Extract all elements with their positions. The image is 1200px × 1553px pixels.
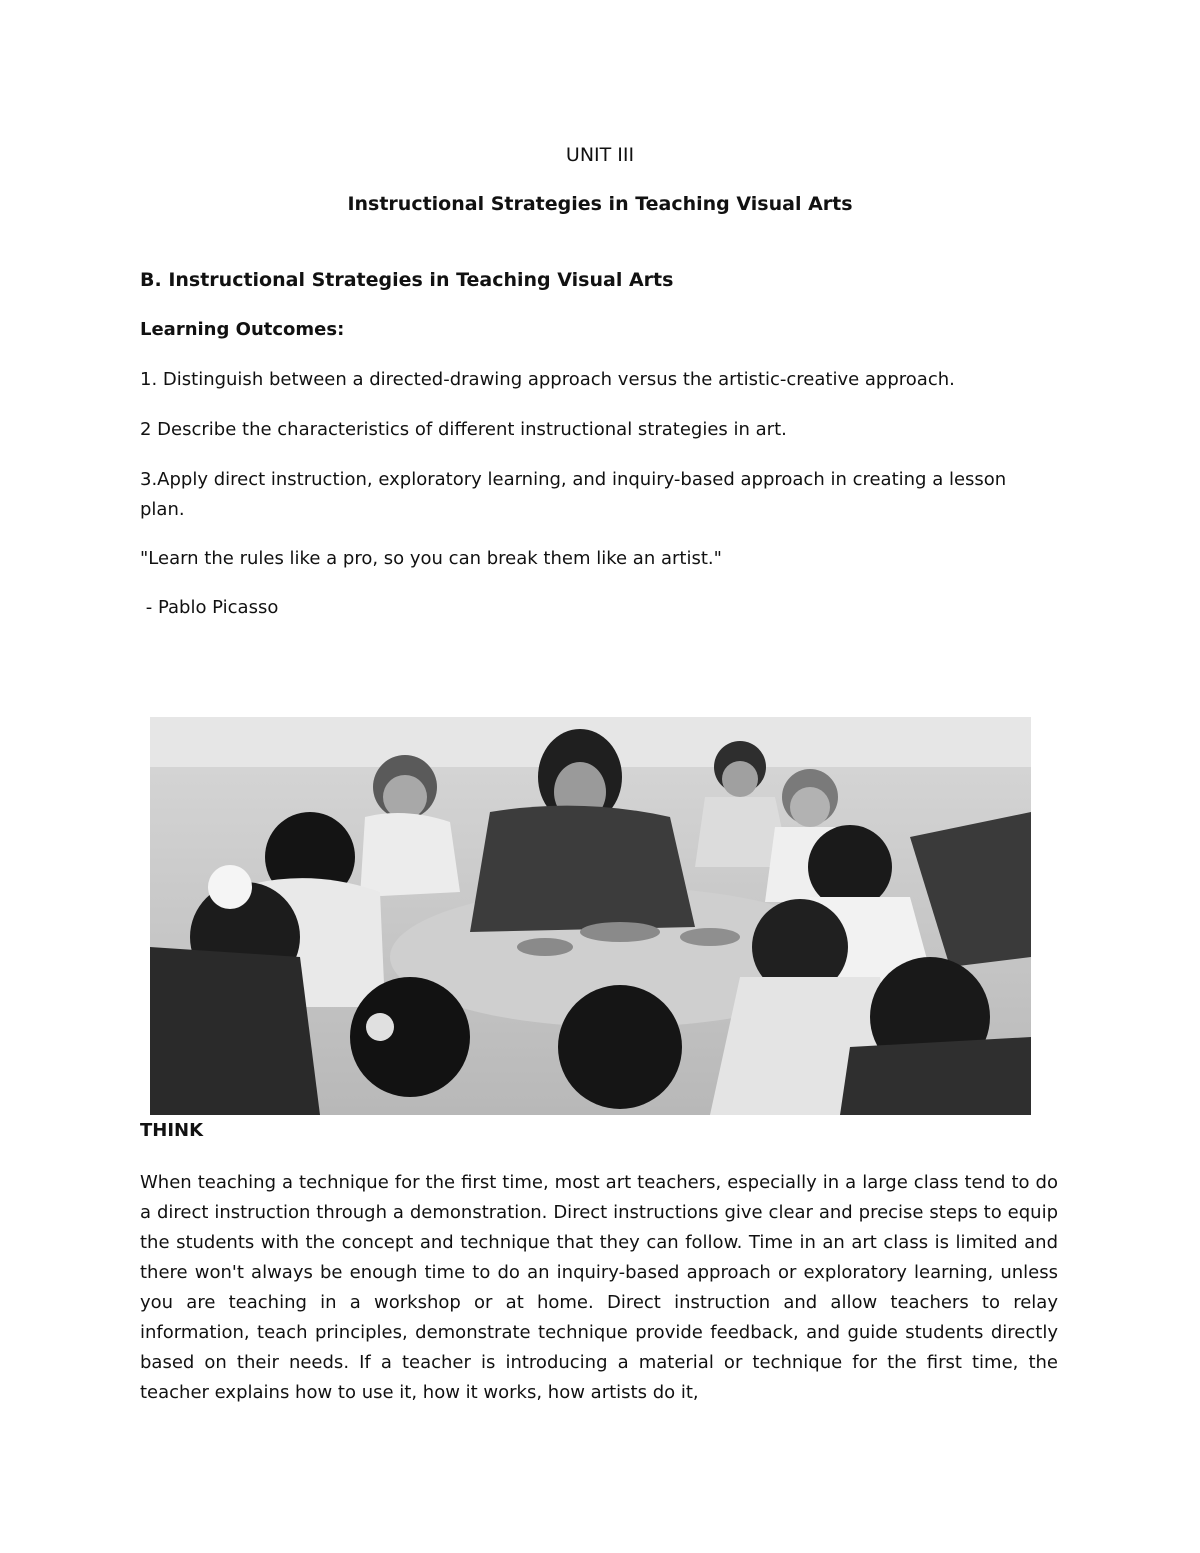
classroom-photo [150, 717, 1031, 1115]
outcomes-heading: Learning Outcomes: [140, 319, 345, 340]
think-paragraph: When teaching a technique for the first time, most art teachers, especially in a large class tend to do a direct instruction through a demonstration. Direct instructions give clear and precise steps to equip the students with the concept and technique that they can follow. Time in an art class is limited and there won't always be enough time to do an inquiry-based approach or exploratory learning, unless you are teaching in a workshop or at home. Direct instruction and allow teachers to relay information, teach principles, demonstrate technique provide feedback, and guide students directly based on their needs. If a teacher is introducing a material or technique for the first time, the teacher explains how to use it, how it works, how artists do it, [140, 1172, 1058, 1403]
quote-author: - Pablo Picasso [140, 597, 279, 618]
outcome-item: 1. Distinguish between a directed-drawing approach versus the artistic-creative approach. [140, 369, 955, 390]
outcome-item: 3.Apply direct instruction, exploratory learning, and inquiry-based approach in creating a lesson [140, 469, 1007, 490]
outcome-item-continued: plan. [140, 499, 185, 520]
unit-label: UNIT III [565, 144, 635, 166]
quote-text: "Learn the rules like a pro, so you can break them like an artist." [140, 548, 722, 569]
section-heading: B. Instructional Strategies in Teaching Visual Arts [140, 269, 674, 291]
page-title: Instructional Strategies in Teaching Visual Arts [347, 193, 853, 215]
outcome-item: 2 Describe the characteristics of different instructional strategies in art. [140, 419, 787, 440]
think-heading: THINK [140, 1120, 204, 1141]
